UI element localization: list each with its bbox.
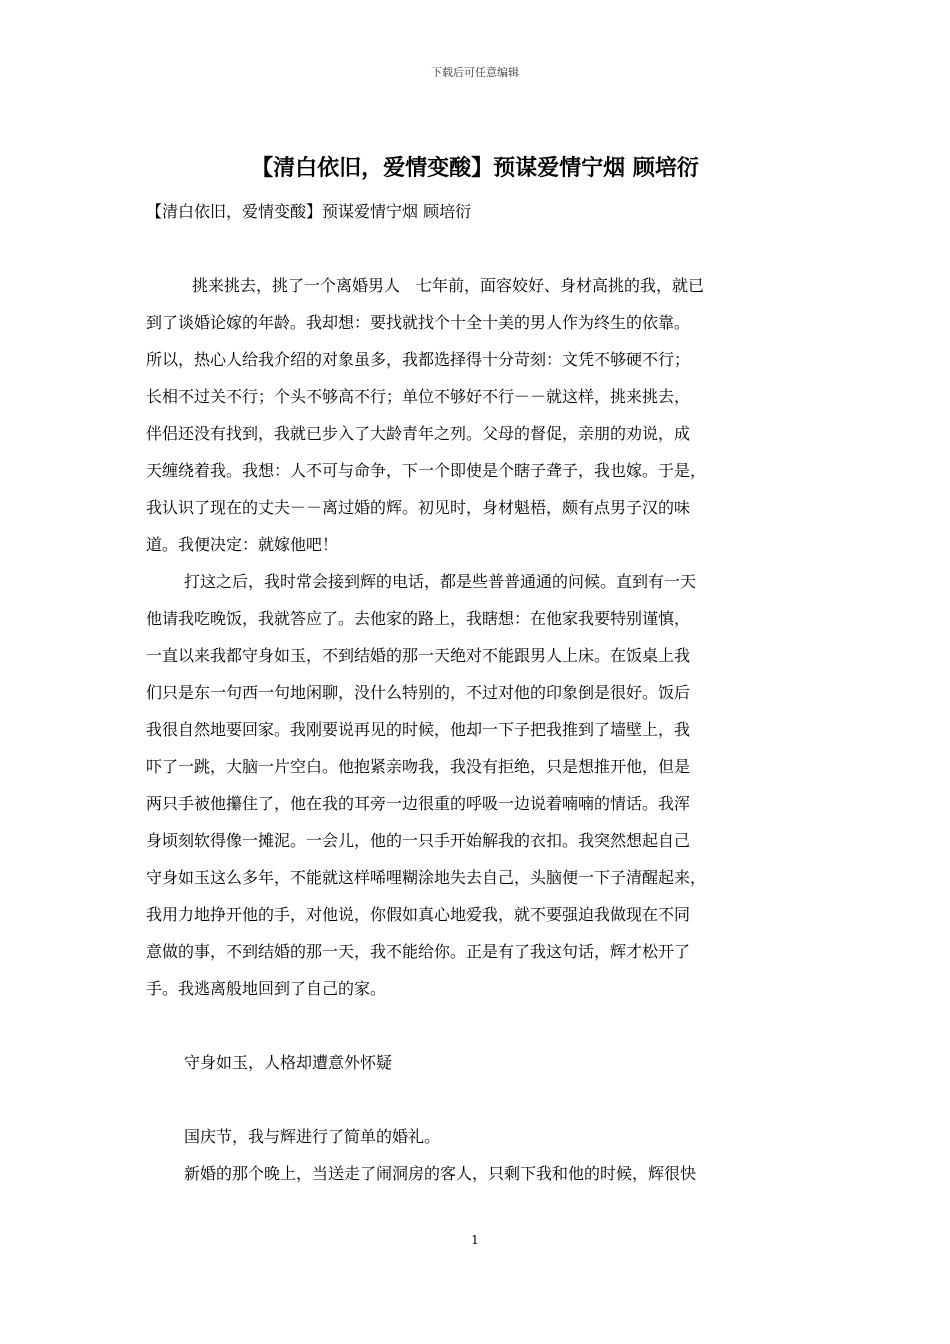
body-line: 我用力地挣开他的手，对他说，你假如真心地爱我，就不要强迫我做现在不同: [146, 905, 691, 924]
body-line: 我认识了现在的丈夫－－离过婚的辉。初见时，身材魁梧，颇有点男子汉的味: [146, 498, 691, 517]
body-line: 挑来挑去，挑了一个离婚男人 七年前，面容姣好、身材高挑的我，就已: [192, 276, 705, 295]
body-line: 吓了一跳，大脑一片空白。他抱紧亲吻我，我没有拒绝，只是想推开他，但是: [146, 757, 691, 776]
section-heading: 守身如玉，人格却遭意外怀疑: [184, 1053, 393, 1072]
body-line: 新婚的那个晚上，当送走了闹洞房的客人，只剩下我和他的时候，辉很快: [184, 1164, 697, 1183]
body-line: 天缠绕着我。我想：人不可与命争，下一个即使是个瞎子聋子，我也嫁。于是，: [146, 461, 707, 480]
body-line: 伴侣还没有找到，我就已步入了大龄青年之列。父母的督促，亲朋的劝说，成: [146, 424, 691, 443]
body-line: 两只手被他攥住了，他在我的耳旁一边很重的呼吸一边说着喃喃的情话。我浑: [146, 794, 691, 813]
body-line: 到了谈婚论嫁的年龄。我却想：要找就找个十全十美的男人作为终生的依靠。: [146, 313, 691, 332]
paragraph-gap: [146, 1012, 822, 1049]
body-line: 守身如玉这么多年，不能就这样唏哩糊涂地失去自己，头脑便一下子清醒起来，: [146, 868, 707, 887]
body-line: 意做的事，不到结婚的那一天，我不能给你。正是有了我这句话，辉才松开了: [146, 942, 691, 961]
body-line: 们只是东一句西一句地闲聊，没什么特别的，不过对他的印象倒是很好。饭后: [146, 683, 691, 702]
body-line: 长相不过关不行；个头不够高不行；单位不够好不行－－就这样，挑来挑去，: [146, 387, 691, 406]
header-note: 下载后可任意编辑: [431, 66, 519, 79]
body-line: 手。我逃离般地回到了自己的家。: [146, 979, 387, 998]
body-line: 他请我吃晚饭，我就答应了。去他家的路上，我瞎想：在他家我要特别谨慎，: [146, 609, 691, 628]
body-line: 身顷刻软得像一摊泥。一会儿，他的一只手开始解我的衣扣。我突然想起自己: [146, 831, 691, 850]
document-subtitle: 【清白依旧，爱情变酸】预谋爱情宁烟 顾培衍: [146, 202, 472, 221]
body-line: 一直以来我都守身如玉，不到结婚的那一天绝对不能跟男人上床。在饭桌上我: [146, 646, 691, 665]
body-line: 打这之后，我时常会接到辉的电话，都是些普普通通的问候。直到有一天: [184, 572, 697, 591]
document-title: 【清白依旧，爱情变酸】预谋爱情宁烟 顾培衍: [251, 156, 699, 181]
body-line: 道。我便决定：就嫁他吧！: [146, 535, 339, 554]
body-line: 所以，热心人给我介绍的对象虽多，我都选择得十分苛刻：文凭不够硬不行；: [146, 350, 691, 369]
document-body: [146, 272, 822, 1197]
page-number: 1: [471, 1233, 479, 1247]
paragraph-gap: [146, 1086, 822, 1123]
body-line: 我很自然地要回家。我刚要说再见的时候，他却一下子把我推到了墙壁上，我: [146, 720, 691, 739]
body-line: 国庆节，我与辉进行了简单的婚礼。: [184, 1127, 441, 1146]
